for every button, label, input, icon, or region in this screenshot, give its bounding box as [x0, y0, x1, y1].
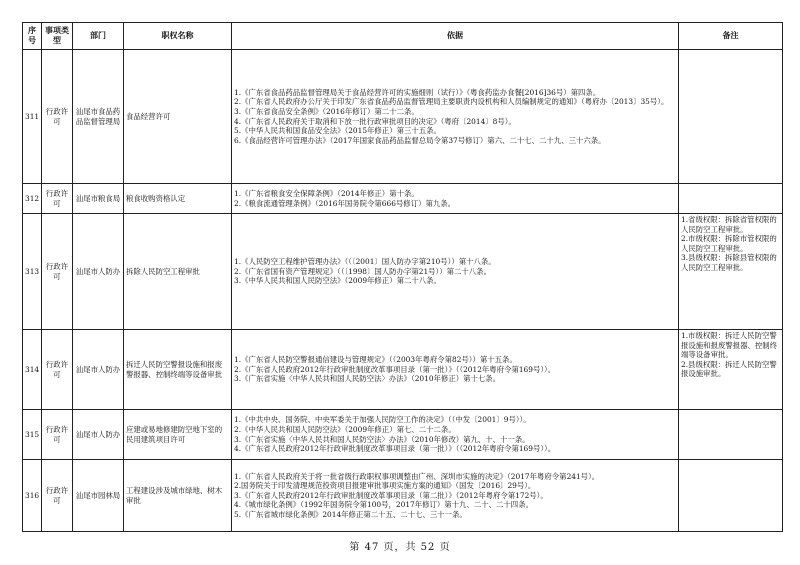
basis-line: 2.国务院关于印发清理规范投资项目报建审批事项实施方案的通知》（国发〔2016〕29号）。: [234, 481, 536, 491]
basis-line: 5.《广东省城市绿化条例》2014年修正第二十五、二十七、三十一条。: [234, 509, 467, 519]
basis-line: 2.《广东省国有资产管理规定》（（〔1998〕国人防办字第21号））第二十八条。: [234, 266, 491, 276]
table-row: [23, 410, 783, 460]
note-line: 1.省级权限：拆除省管权限的人民防空工程审批。: [681, 215, 777, 234]
table-row: [23, 214, 783, 330]
basis-line: 6.《食品经营许可管理办法》（2017年国家食品药品监督总局令第37号修订）第六、二十七、二十九、三十六条。: [234, 135, 606, 145]
authority-table: [22, 22, 783, 532]
note-line: 2.市级权限：拆除市管权限的人民防空工程审批。: [681, 234, 777, 253]
row-dept: 汕尾市人防办: [73, 330, 124, 410]
header-basis: 依据: [232, 23, 679, 50]
basis-line: 1.《广东省人民防空警报通信建设与管理规定》（（2003年粤府令第82号））第十五条。: [234, 355, 517, 365]
header-notes: 备注: [679, 23, 783, 50]
row-basis: [232, 184, 679, 214]
row-name: 应建或易地修建防空地下室的民用建筑项目许可: [124, 410, 232, 460]
note-line: 1.市级权限：拆迁人民防空警报设施和报废警报器、控制终端等设备审批。: [681, 331, 778, 360]
row-dept: 汕尾市园林局: [73, 460, 124, 532]
row-type: 行政许可: [42, 50, 73, 184]
row-basis: [232, 460, 679, 532]
row-dept: 汕尾市人防办: [73, 410, 124, 460]
row-no: 314: [23, 330, 42, 410]
table-row: [23, 50, 783, 184]
row-name: 食品经营许可: [124, 50, 232, 184]
row-notes: [679, 460, 783, 532]
header-row: [23, 23, 783, 50]
row-type: 行政许可: [42, 214, 73, 330]
basis-line: 2.《广东省人民政府2012年行政审批制度改革事项目录（第一批）》（（2012年粤府令第169号））。: [234, 364, 556, 374]
row-notes: [679, 184, 783, 214]
note-line: 3.县级权限：拆除县管权限的人民防空工程审批。: [681, 253, 777, 272]
basis-line: 3.《广东省实施〈中华人民共和国人民防空法〉办法》（2010年修正）第十七条。: [234, 374, 501, 384]
row-type: 行政许可: [42, 184, 73, 214]
row-no: 315: [23, 410, 42, 460]
page-footer: 第 47 页，共 52 页: [349, 542, 451, 553]
row-name: 工程建设涉及城市绿地、树木审批: [124, 460, 232, 532]
row-basis: [232, 50, 679, 184]
row-basis: [232, 214, 679, 330]
row-name: 拆除人民防空工程审批: [124, 214, 232, 330]
basis-line: 1.《中共中央、国务院、中央军委关于加强人民防空工作的决定》（（中发〔2001〕9号））。: [234, 415, 531, 425]
basis-line: 2.《中华人民共和国人民防空法》（2009年修正）第七、二十二条。: [234, 424, 456, 434]
basis-line: 4.《城市绿化条例》（1992年国务院令第100号，2017年修订）第十九、二十、二十四条。: [234, 500, 533, 510]
header-dept: 部门: [73, 23, 124, 50]
basis-line: 3.《广东省食品安全条例》（2016年修订）第二十二条。: [234, 106, 419, 116]
row-type: 行政许可: [42, 330, 73, 410]
header-name: 职权名称: [124, 23, 232, 50]
row-type: 行政许可: [42, 460, 73, 532]
basis-line: 1.《广东省食品药品监督管理局关于食品经营许可的实施细则（试行）》（粤食药监办食餐[2016]36号）第四条。: [234, 87, 601, 97]
basis-line: 2.《粮食流通管理条例》（2016年国务院令第666号修订）第九条。: [234, 198, 456, 208]
basis-line: 3.《中华人民共和国人民防空法》（2009年修正）第二十八条。: [234, 276, 441, 286]
row-notes: [679, 214, 783, 330]
row-notes: [679, 330, 783, 410]
row-name: 拆迁人民防空警报设施和报废警报器、控制终端等设备审批: [124, 330, 232, 410]
row-notes: [679, 410, 783, 460]
row-no: 311: [23, 50, 42, 184]
basis-line: 3.《广东省实施〈中华人民共和国人民防空法〉办法》（2010年修改）第九、十、十一条。: [234, 434, 530, 444]
basis-line: 4.《广东省人民政府关于取消和下放一批行政审批项目的决定》（粤府〔2014〕8号）。: [234, 116, 516, 126]
row-notes: [679, 50, 783, 184]
row-dept: 汕尾市人防办: [73, 214, 124, 330]
table-row: [23, 330, 783, 410]
row-type: 行政许可: [42, 410, 73, 460]
basis-line: 4.《广东省人民政府2012年行政审批制度改革事项目录（第一批）》（（2012年粤府令第169号））。: [234, 444, 556, 454]
row-no: 316: [23, 460, 42, 532]
row-dept: 汕尾市食品药品监督管理局: [73, 50, 124, 184]
basis-line: 3.《广东省人民政府2012年行政审批制度改革事项目录（第二批）》（2012年粤府令第172号）。: [234, 490, 548, 500]
table-row: [23, 460, 783, 532]
basis-line: 1.《人民防空工程维护管理办法》（（〔2001〕国人防办字第210号））第十八条。: [234, 257, 496, 267]
row-name: 粮食收购资格认定: [124, 184, 232, 214]
row-no: 313: [23, 214, 42, 330]
basis-line: 5.《中华人民共和国食品安全法》（2015年修正）第三十五条。: [234, 126, 441, 136]
basis-line: 1.《广东省粮食安全保障条例》（2014年修正）第十条。: [234, 188, 419, 198]
table-body: [23, 50, 783, 532]
row-no: 312: [23, 184, 42, 214]
row-dept: 汕尾市粮食局: [73, 184, 124, 214]
row-basis: [232, 410, 679, 460]
header-type: 事项类型: [42, 23, 73, 50]
basis-line: 2.《广东省人民政府办公厅关于印发广东省食品药品监督管理局主要职责内设机构和人员编制规定的通知》（粤府办〔2013〕35号）。: [234, 97, 669, 107]
header-no: 序号: [23, 23, 42, 50]
note-line: 2.县级权限：拆迁人民防空警报设施审批。: [681, 359, 777, 379]
row-basis: [232, 330, 679, 410]
basis-line: 1.《广东省人民政府关于将一批省级行政职权事项调整由广州、深圳市实施的决定》（2017年粤府令第241号）。: [234, 471, 600, 481]
table-row: [23, 184, 783, 214]
